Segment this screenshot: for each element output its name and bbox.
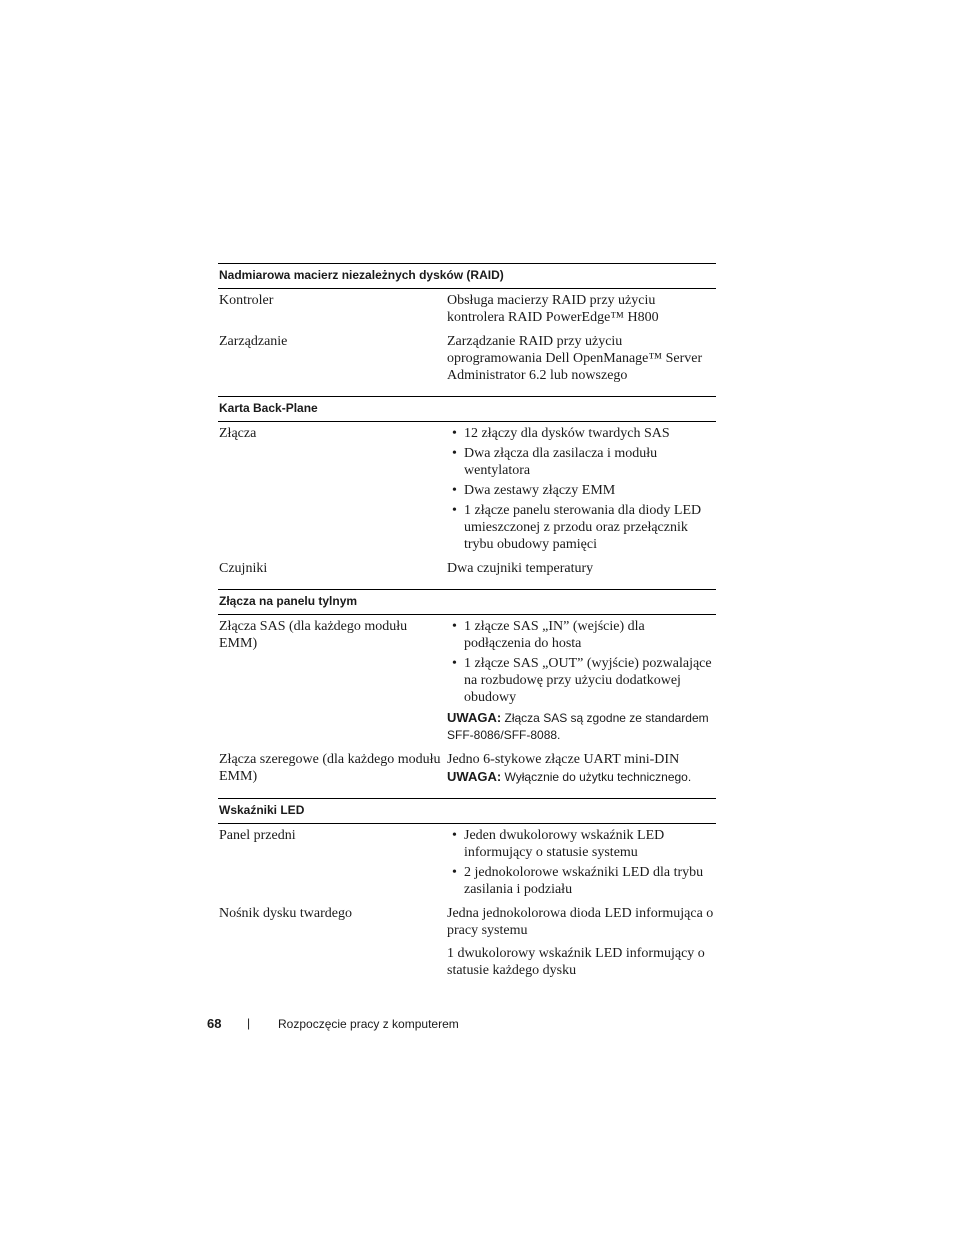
bullet-item: • Dwa zestawy złączy EMM (447, 482, 715, 499)
bullet-list (447, 425, 715, 553)
section-body-backplane (218, 422, 716, 589)
section-heading-raid: Nadmiarowa macierz niezależnych dysków (RAID) (218, 263, 716, 289)
spec-label: Czujniki (219, 561, 268, 576)
spec-label: Panel przedni (219, 828, 296, 843)
spec-row-sas-connectors (218, 618, 716, 744)
spec-row-zarzadzanie (218, 333, 716, 384)
spec-value-text: Dwa czujniki temperatury (447, 561, 594, 576)
spec-row-zlacza (218, 425, 716, 553)
note-label: UWAGA: (447, 710, 502, 725)
section-heading-backplane: Karta Back-Plane (218, 396, 716, 422)
spec-label: Złącza SAS (dla każdego modułu EMM) (219, 619, 408, 651)
spec-value-text: Jedno 6-stykowe złącze UART mini-DIN (447, 752, 680, 767)
spec-row-czujniki (218, 560, 716, 577)
spec-label: Nośnik dysku twardego (219, 906, 352, 921)
note-text: Wyłącznie do użytku technicznego. (504, 770, 692, 784)
spec-row-drive-carrier (218, 905, 716, 979)
section-heading-led: Wskaźniki LED (218, 798, 716, 824)
bullet-item: • 1 złącze panelu sterowania dla diody LED umieszczonej z przodu oraz przełącznik trybu obudowy pamięci (447, 502, 715, 553)
bullet-list (447, 618, 715, 706)
spec-value-text: Jedna jednokolorowa dioda LED informująca o pracy systemu (447, 906, 714, 938)
spec-value-text: Zarządzanie RAID przy użyciu oprogramowania Dell OpenManage™ Server Administrator 6.2 lub nowszego (447, 334, 703, 383)
spec-row-serial-connectors (218, 751, 716, 786)
bullet-item: • 1 złącze SAS „OUT” (wyjście) pozwalające na rozbudowę przy użyciu dodatkowej obudowy (447, 655, 715, 706)
spec-value-text: Obsługa macierzy RAID przy użyciu kontrolera RAID PowerEdge™ H800 (447, 293, 659, 325)
specification-table (218, 263, 716, 991)
spec-value (447, 425, 715, 553)
note (447, 709, 715, 744)
bullet-item: • 12 złączy dla dysków twardych SAS (447, 425, 715, 442)
spec-value (447, 618, 715, 744)
spec-row-kontroler (218, 292, 716, 326)
bullet-item: • Jeden dwukolorowy wskaźnik LED informujący o statusie systemu (447, 827, 715, 861)
spec-value (447, 560, 715, 577)
spec-value (447, 827, 715, 898)
footer-title: Rozpoczęcie pracy z komputerem (278, 1017, 459, 1031)
spec-value (447, 751, 715, 786)
spec-label: Kontroler (219, 293, 274, 308)
spec-label: Złącza szeregowe (dla każdego modułu EMM) (219, 752, 441, 784)
section-body-led (218, 824, 716, 991)
spec-value (447, 333, 715, 384)
note (447, 768, 715, 786)
section-heading-rear-panel: Złącza na panelu tylnym (218, 589, 716, 615)
footer-separator: | (247, 1016, 251, 1030)
bullet-list (447, 827, 715, 898)
bullet-item: • 2 jednokolorowe wskaźniki LED dla trybu zasilania i podziału (447, 864, 715, 898)
bullet-item: • 1 złącze SAS „IN” (wejście) dla podłączenia do hosta (447, 618, 715, 652)
section-body-raid (218, 289, 716, 396)
section-body-rear-panel (218, 615, 716, 798)
note-label: UWAGA: (447, 769, 502, 784)
note-text: Złącza SAS są zgodne ze standardem SFF-8086/SFF-8088. (447, 711, 709, 742)
spec-value (447, 905, 715, 979)
spec-label: Złącza (219, 426, 257, 441)
page-number: 68 (207, 1016, 222, 1031)
spec-label: Zarządzanie (219, 334, 288, 349)
bullet-item: • Dwa złącza dla zasilacza i modułu wentylatora (447, 445, 715, 479)
spec-value (447, 292, 715, 326)
spec-row-front-panel (218, 827, 716, 898)
spec-value-text: 1 dwukolorowy wskaźnik LED informujący o statusie każdego dysku (447, 946, 705, 978)
